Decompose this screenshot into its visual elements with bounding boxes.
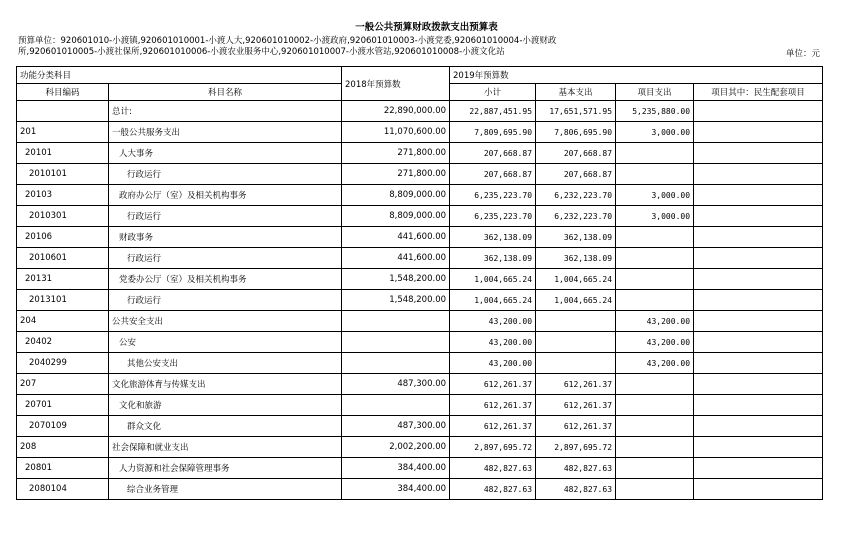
cell-project bbox=[616, 437, 694, 458]
cell-livelihood bbox=[694, 332, 823, 353]
cell-project: 43,200.00 bbox=[616, 332, 694, 353]
budget-units: 预算单位：920601010-小渡镇,920601010001-小渡人大,920601010002-小渡政府,920601010003-小渡党委,920601010004-小渡财政所,920601010005-小渡社保所,920601010006-小渡农业服务中心,920601010007-小渡水管站,920601010008-小渡文化站 bbox=[18, 36, 557, 57]
cell-project bbox=[616, 458, 694, 479]
cell-project bbox=[616, 374, 694, 395]
header-livelihood: 项目其中：民生配套项目 bbox=[694, 84, 823, 101]
cell-subtotal: 6,235,223.70 bbox=[450, 185, 536, 206]
cell-name: 政府办公厅（室）及相关机构事务 bbox=[109, 185, 342, 206]
cell-livelihood bbox=[694, 374, 823, 395]
cell-project: 5,235,880.00 bbox=[616, 101, 694, 122]
table-row bbox=[17, 458, 823, 479]
cell-name: 文化和旅游 bbox=[109, 395, 342, 416]
cell-livelihood bbox=[694, 143, 823, 164]
table-row bbox=[17, 353, 823, 374]
cell-code: 2010601 bbox=[17, 248, 109, 269]
cell-subtotal: 612,261.37 bbox=[450, 395, 536, 416]
cell-subtotal: 207,668.87 bbox=[450, 164, 536, 185]
cell-project bbox=[616, 248, 694, 269]
cell-code: 20701 bbox=[17, 395, 109, 416]
cell-code: 20131 bbox=[17, 269, 109, 290]
header-budget-2018: 2018年预算数 bbox=[342, 67, 450, 101]
table-row bbox=[17, 122, 823, 143]
cell-livelihood bbox=[694, 395, 823, 416]
table-row bbox=[17, 416, 823, 437]
cell-code bbox=[17, 101, 109, 122]
cell-subtotal: 43,200.00 bbox=[450, 311, 536, 332]
cell-subtotal: 1,004,665.24 bbox=[450, 269, 536, 290]
cell-basic: 612,261.37 bbox=[536, 395, 616, 416]
cell-basic: 482,827.63 bbox=[536, 458, 616, 479]
cell-subtotal: 6,235,223.70 bbox=[450, 206, 536, 227]
cell-code: 204 bbox=[17, 311, 109, 332]
table-row bbox=[17, 101, 823, 122]
cell-name: 行政运行 bbox=[109, 248, 342, 269]
header-basic: 基本支出 bbox=[536, 84, 616, 101]
cell-budget-2018: 22,890,000.00 bbox=[342, 101, 450, 122]
cell-project bbox=[616, 290, 694, 311]
table-row bbox=[17, 437, 823, 458]
cell-livelihood bbox=[694, 353, 823, 374]
header-category: 功能分类科目 bbox=[17, 67, 342, 84]
cell-project: 43,200.00 bbox=[616, 311, 694, 332]
cell-budget-2018: 271,800.00 bbox=[342, 164, 450, 185]
cell-name: 党委办公厅（室）及相关机构事务 bbox=[109, 269, 342, 290]
cell-basic: 1,004,665.24 bbox=[536, 269, 616, 290]
cell-code: 20106 bbox=[17, 227, 109, 248]
cell-livelihood bbox=[694, 437, 823, 458]
cell-basic: 7,806,695.90 bbox=[536, 122, 616, 143]
cell-name: 公安 bbox=[109, 332, 342, 353]
table-row bbox=[17, 248, 823, 269]
cell-name: 财政事务 bbox=[109, 227, 342, 248]
cell-budget-2018: 384,400.00 bbox=[342, 479, 450, 500]
cell-livelihood bbox=[694, 458, 823, 479]
cell-code: 2040299 bbox=[17, 353, 109, 374]
table-row bbox=[17, 185, 823, 206]
cell-project bbox=[616, 416, 694, 437]
cell-budget-2018 bbox=[342, 311, 450, 332]
table-row bbox=[17, 143, 823, 164]
header-code: 科目编码 bbox=[17, 84, 109, 101]
currency-unit: 单位：元 bbox=[785, 49, 820, 59]
cell-subtotal: 43,200.00 bbox=[450, 353, 536, 374]
cell-project bbox=[616, 143, 694, 164]
cell-basic: 612,261.37 bbox=[536, 374, 616, 395]
cell-code: 208 bbox=[17, 437, 109, 458]
cell-basic: 207,668.87 bbox=[536, 164, 616, 185]
cell-budget-2018: 8,809,000.00 bbox=[342, 185, 450, 206]
cell-budget-2018: 1,548,200.00 bbox=[342, 269, 450, 290]
cell-budget-2018: 441,600.00 bbox=[342, 248, 450, 269]
header-name: 科目名称 bbox=[109, 84, 342, 101]
cell-basic: 1,004,665.24 bbox=[536, 290, 616, 311]
cell-subtotal: 1,004,665.24 bbox=[450, 290, 536, 311]
cell-project: 43,200.00 bbox=[616, 353, 694, 374]
cell-budget-2018: 441,600.00 bbox=[342, 227, 450, 248]
cell-budget-2018: 11,070,600.00 bbox=[342, 122, 450, 143]
cell-project bbox=[616, 479, 694, 500]
header-budget-2019: 2019年预算数 bbox=[450, 67, 823, 84]
cell-code: 2010101 bbox=[17, 164, 109, 185]
cell-subtotal: 612,261.37 bbox=[450, 416, 536, 437]
header-row-1 bbox=[17, 67, 823, 84]
cell-livelihood bbox=[694, 122, 823, 143]
cell-budget-2018: 271,800.00 bbox=[342, 143, 450, 164]
cell-livelihood bbox=[694, 290, 823, 311]
cell-basic: 482,827.63 bbox=[536, 479, 616, 500]
cell-basic: 362,138.09 bbox=[536, 227, 616, 248]
cell-code: 2080104 bbox=[17, 479, 109, 500]
cell-livelihood bbox=[694, 416, 823, 437]
cell-basic: 207,668.87 bbox=[536, 143, 616, 164]
cell-livelihood bbox=[694, 101, 823, 122]
cell-name: 社会保障和就业支出 bbox=[109, 437, 342, 458]
cell-name: 一般公共服务支出 bbox=[109, 122, 342, 143]
cell-project: 3,000.00 bbox=[616, 185, 694, 206]
cell-subtotal: 43,200.00 bbox=[450, 332, 536, 353]
cell-code: 2013101 bbox=[17, 290, 109, 311]
cell-budget-2018: 8,809,000.00 bbox=[342, 206, 450, 227]
table-row bbox=[17, 479, 823, 500]
cell-livelihood bbox=[694, 269, 823, 290]
header-project: 项目支出 bbox=[616, 84, 694, 101]
cell-livelihood bbox=[694, 311, 823, 332]
cell-livelihood bbox=[694, 164, 823, 185]
cell-project bbox=[616, 269, 694, 290]
cell-basic bbox=[536, 353, 616, 374]
cell-name: 文化旅游体育与传媒支出 bbox=[109, 374, 342, 395]
cell-code: 20801 bbox=[17, 458, 109, 479]
cell-basic bbox=[536, 332, 616, 353]
cell-name: 行政运行 bbox=[109, 206, 342, 227]
cell-basic: 6,232,223.70 bbox=[536, 206, 616, 227]
table-row bbox=[17, 269, 823, 290]
cell-subtotal: 362,138.09 bbox=[450, 248, 536, 269]
cell-basic: 2,897,695.72 bbox=[536, 437, 616, 458]
budget-table bbox=[16, 66, 823, 500]
table-row bbox=[17, 227, 823, 248]
cell-basic: 362,138.09 bbox=[536, 248, 616, 269]
cell-livelihood bbox=[694, 248, 823, 269]
cell-name: 行政运行 bbox=[109, 164, 342, 185]
table-row bbox=[17, 395, 823, 416]
cell-name: 总计: bbox=[109, 101, 342, 122]
cell-budget-2018 bbox=[342, 353, 450, 374]
table-row bbox=[17, 164, 823, 185]
cell-code: 207 bbox=[17, 374, 109, 395]
cell-subtotal: 207,668.87 bbox=[450, 143, 536, 164]
cell-code: 20402 bbox=[17, 332, 109, 353]
cell-subtotal: 482,827.63 bbox=[450, 479, 536, 500]
table-row bbox=[17, 206, 823, 227]
cell-livelihood bbox=[694, 479, 823, 500]
cell-name: 其他公安支出 bbox=[109, 353, 342, 374]
cell-budget-2018: 487,300.00 bbox=[342, 374, 450, 395]
cell-subtotal: 22,887,451.95 bbox=[450, 101, 536, 122]
cell-budget-2018 bbox=[342, 395, 450, 416]
cell-name: 综合业务管理 bbox=[109, 479, 342, 500]
cell-basic bbox=[536, 311, 616, 332]
cell-livelihood bbox=[694, 227, 823, 248]
cell-name: 群众文化 bbox=[109, 416, 342, 437]
cell-basic: 6,232,223.70 bbox=[536, 185, 616, 206]
cell-subtotal: 7,809,695.90 bbox=[450, 122, 536, 143]
page-title: 一般公共预算财政拨款支出预算表 bbox=[355, 22, 498, 33]
cell-project: 3,000.00 bbox=[616, 122, 694, 143]
cell-project bbox=[616, 395, 694, 416]
cell-name: 行政运行 bbox=[109, 290, 342, 311]
cell-code: 20103 bbox=[17, 185, 109, 206]
cell-project bbox=[616, 227, 694, 248]
cell-basic: 612,261.37 bbox=[536, 416, 616, 437]
cell-budget-2018: 384,400.00 bbox=[342, 458, 450, 479]
table-body bbox=[17, 101, 823, 500]
table-row bbox=[17, 311, 823, 332]
cell-budget-2018: 1,548,200.00 bbox=[342, 290, 450, 311]
cell-code: 20101 bbox=[17, 143, 109, 164]
cell-project: 3,000.00 bbox=[616, 206, 694, 227]
cell-basic: 17,651,571.95 bbox=[536, 101, 616, 122]
table-row bbox=[17, 290, 823, 311]
cell-budget-2018: 487,300.00 bbox=[342, 416, 450, 437]
cell-project bbox=[616, 164, 694, 185]
cell-budget-2018 bbox=[342, 332, 450, 353]
cell-code: 2070109 bbox=[17, 416, 109, 437]
cell-subtotal: 482,827.63 bbox=[450, 458, 536, 479]
cell-livelihood bbox=[694, 185, 823, 206]
cell-name: 公共安全支出 bbox=[109, 311, 342, 332]
cell-name: 人力资源和社会保障管理事务 bbox=[109, 458, 342, 479]
header-subtotal: 小计 bbox=[450, 84, 536, 101]
cell-subtotal: 2,897,695.72 bbox=[450, 437, 536, 458]
cell-subtotal: 362,138.09 bbox=[450, 227, 536, 248]
cell-name: 人大事务 bbox=[109, 143, 342, 164]
cell-subtotal: 612,261.37 bbox=[450, 374, 536, 395]
cell-code: 201 bbox=[17, 122, 109, 143]
cell-budget-2018: 2,002,200.00 bbox=[342, 437, 450, 458]
cell-livelihood bbox=[694, 206, 823, 227]
table-row bbox=[17, 332, 823, 353]
cell-code: 2010301 bbox=[17, 206, 109, 227]
table-row bbox=[17, 374, 823, 395]
